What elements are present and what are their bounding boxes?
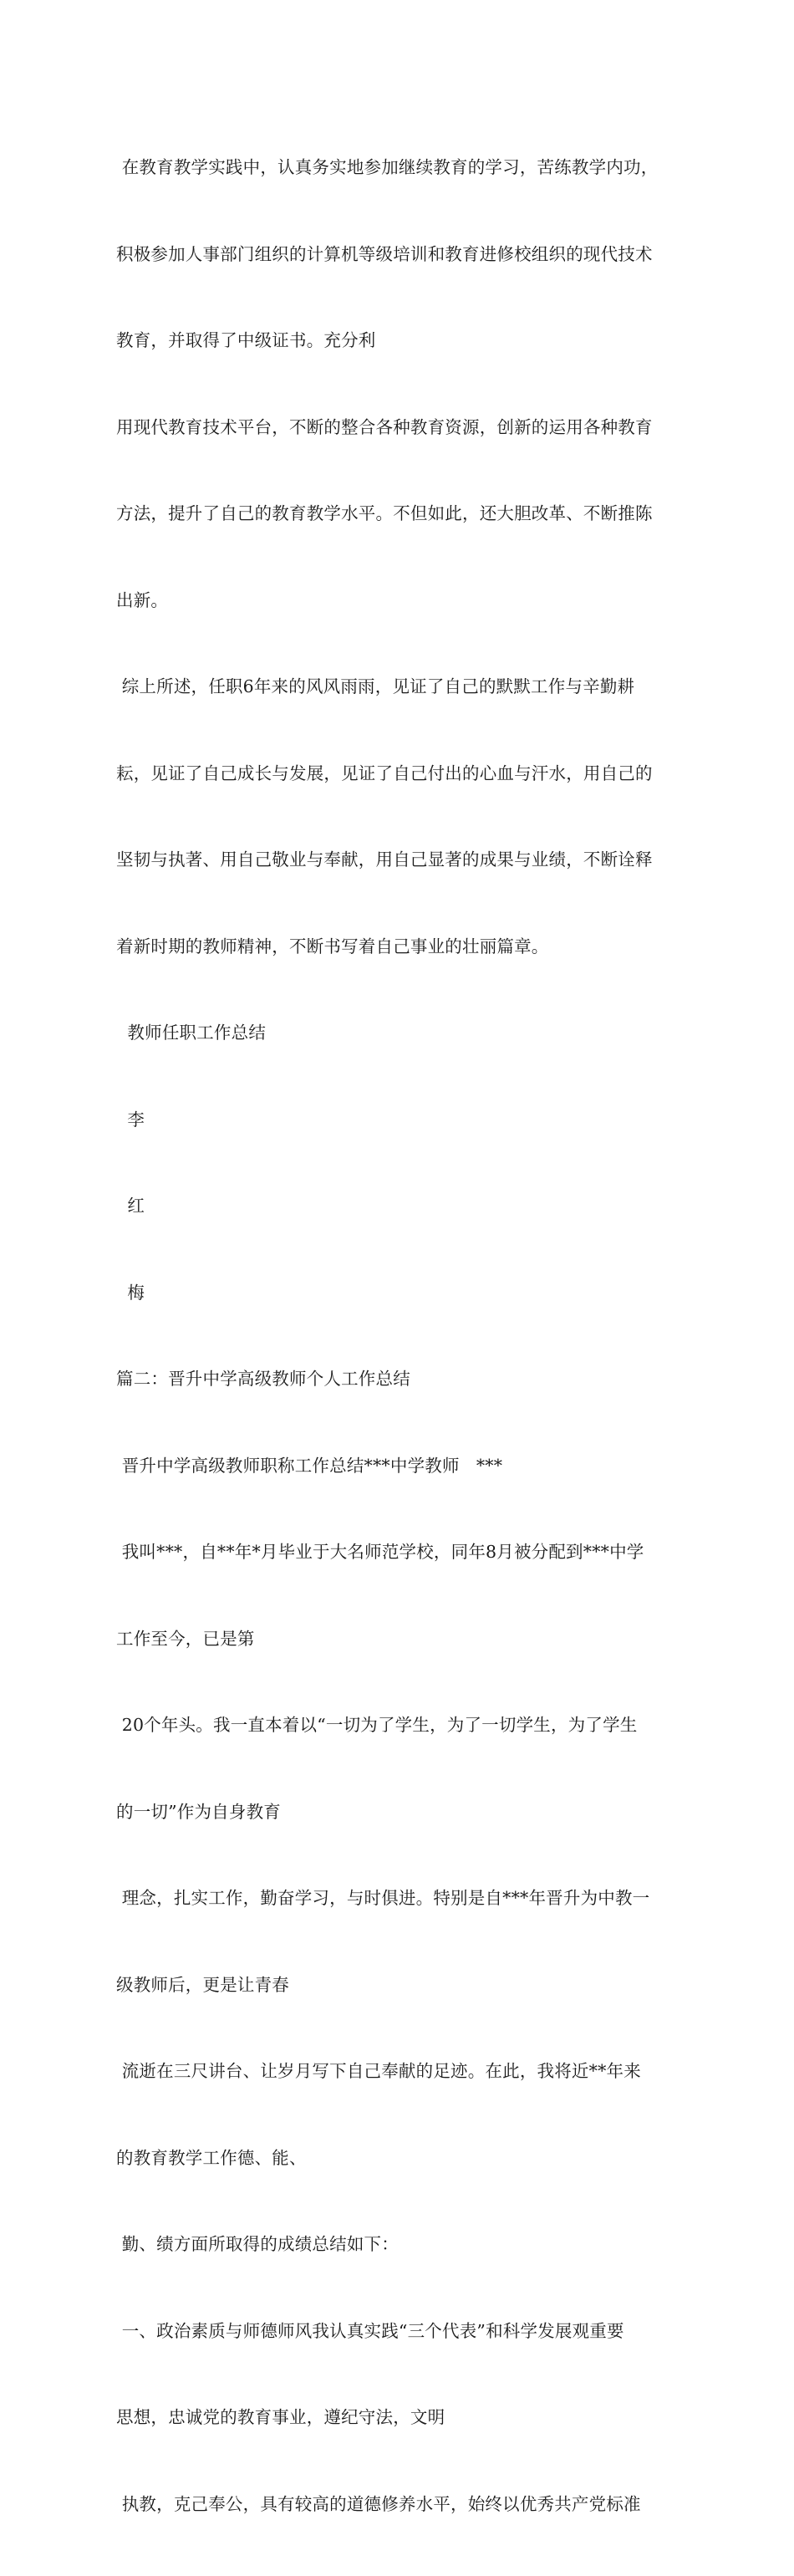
text-line: 着新时期的教师精神，不断书写着自己事业的壮丽篇章。 — [116, 936, 549, 956]
section-heading: 篇二：晋升中学高级教师个人工作总结 — [116, 1369, 410, 1389]
heading-line: 教师任职工作总结 — [116, 1023, 267, 1043]
text-line: 工作至今，已是第 — [116, 1628, 255, 1649]
text-line: 思想，忠诚党的教育事业，遵纪守法，文明 — [116, 2407, 445, 2427]
text-line: 用现代教育技术平台，不断的整合各种教育资源，创新的运用各种教育 — [116, 416, 653, 437]
text-line: 级教师后，更是让青春 — [116, 1974, 289, 1995]
text-line: 坚韧与执著、用自己敬业与奉献，用自己显著的成果与业绩，不断诠释 — [116, 849, 653, 870]
text-line: 一、政治素质与师德师风我认真实践“三个代表”和科学发展观重要 — [116, 2320, 624, 2341]
text-line: 方法，提升了自己的教育教学水平。不但如此，还大胆改革、不断推陈 — [116, 503, 653, 523]
text-line: 出新。 — [116, 589, 169, 610]
text-line: 耘，见证了自己成长与发展，见证了自己付出的心血与汗水，用自己的 — [116, 763, 653, 783]
subtitle-line: 晋升中学高级教师职称工作总结***中学教师 *** — [116, 1455, 503, 1476]
text-line: 勤、绩方面所取得的成绩总结如下： — [116, 2234, 399, 2254]
text-line: 积极参加人事部门组织的计算机等级培训和教育进修校组织的现代技术 — [116, 243, 653, 264]
text-line: 教育，并取得了中级证书。充分利 — [116, 330, 376, 350]
text-line: 20个年头。我一直本着以“一切为了学生，为了一切学生，为了学生 — [116, 1715, 638, 1735]
author-line: 李 — [116, 1109, 145, 1130]
text-line: 的教育教学工作德、能、 — [116, 2147, 307, 2168]
text-line: 综上所述，任职6年来的风风雨雨，见证了自己的默默工作与辛勤耕 — [116, 676, 635, 696]
author-line: 红 — [116, 1196, 145, 1216]
document-body — [116, 95, 685, 2576]
text-line: 我叫***，自**年*月毕业于大名师范学校，同年8月被分配到***中学 — [116, 1542, 644, 1562]
author-line: 梅 — [116, 1282, 145, 1303]
text-line: 流逝在三尺讲台、让岁月写下自己奉献的足迹。在此，我将近**年来 — [116, 2061, 641, 2081]
text-line: 的一切”作为自身教育 — [116, 1801, 281, 1822]
text-line: 执教，克己奉公，具有较高的道德修养水平，始终以优秀共产党标准 — [116, 2493, 641, 2514]
text-line: 在教育教学实践中，认真务实地参加继续教育的学习，苦练教学内功， — [116, 157, 659, 177]
text-line: 理念，扎实工作，勤奋学习，与时俱进。特别是自***年晋升为中教一 — [116, 1888, 650, 1908]
